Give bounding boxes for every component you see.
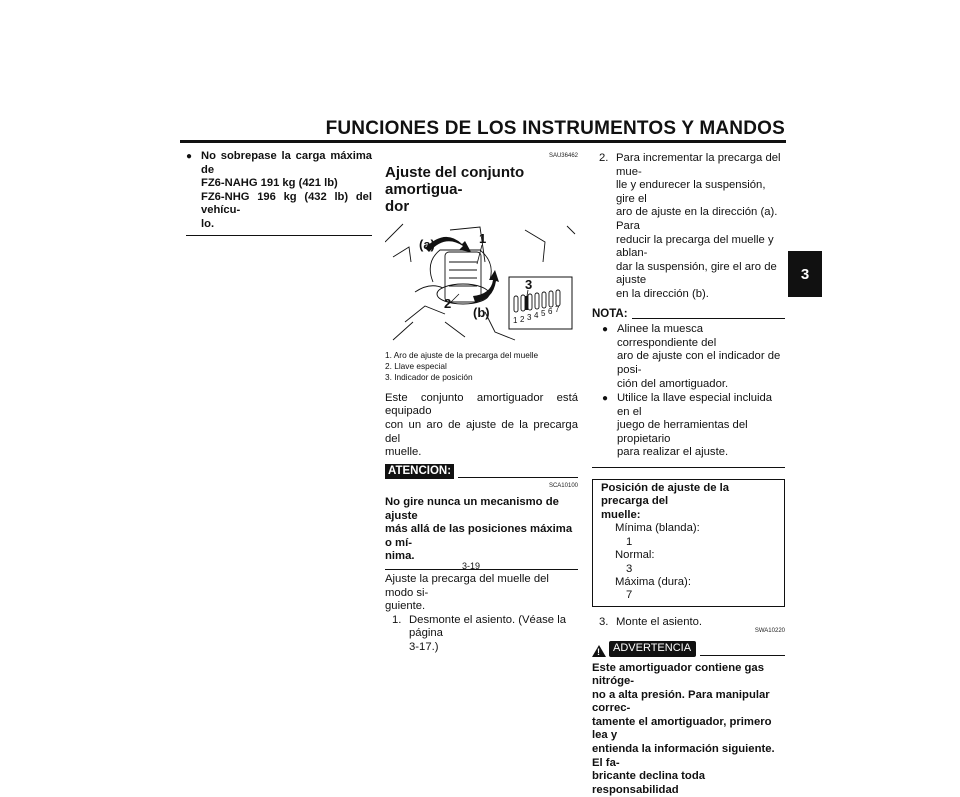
warning-header [592,641,785,657]
warning-bullet-line: ● No sobrepase la carga máxima de [201,150,372,177]
step-1 [392,614,578,655]
shock-absorber-drawing [385,222,578,346]
page-number: 3-19 [462,561,480,571]
page-title: FUNCIONES DE LOS INSTRUMENTOS Y MANDOS [180,118,785,140]
warning-line: bricante declina toda responsabilidad [592,770,785,797]
adjust-line: guiente. [385,600,578,614]
note-line: para realizar el ajuste. [617,446,785,460]
heading-line: Ajuste del conjunto amortigua- [385,164,578,198]
min-value: 1 [601,536,776,549]
step-line: 3-17.) [405,641,578,655]
warning-line: Este amortiguador contiene gas nitróge- [592,662,785,689]
normal-label: Normal: [601,549,776,562]
heading-line: dor [385,198,578,215]
divider [592,467,785,468]
preload-settings-table [592,479,785,607]
scale-mark: 4 [534,311,539,320]
step-number: 2. [599,152,608,166]
warning-rule [700,655,785,656]
figure-legend [385,350,578,384]
note-line: ● Alinee la muesca correspondiente del [617,323,785,350]
divider [186,235,372,236]
min-label: Mínima (blanda): [601,522,776,535]
caution-header [385,464,578,480]
left-column [186,150,372,236]
note-bullet [602,392,785,460]
intro-line: con un aro de ajuste de la precarga del [385,419,578,446]
max-value: 7 [601,589,776,602]
warning-label: ADVERTENCIA [609,641,696,657]
step-number: 3. [599,616,608,630]
warning-symbol: ! [597,646,600,660]
warning-bullet-line: FZ6-NHG 196 kg (432 lb) del vehícu- [201,191,372,218]
caution-rule [458,477,578,478]
scale-mark: 5 [541,309,546,318]
warning-triangle-icon [592,645,606,657]
step-3 [599,616,785,630]
legend-item: 2. Llave especial [385,361,578,372]
caution-code: SCA10100 [385,480,578,494]
note-bullet [602,323,785,391]
caution-label: ATENCION: [385,464,454,480]
warning-line: tamente el amortiguador, primero lea y [592,716,785,743]
step-line: lle y endurecer la suspensión, gire el [612,179,785,206]
step-number: 1. [392,614,401,628]
note-line: juego de herramientas del propietario [617,419,785,446]
warning-bullet-line: FZ6-NAHG 191 kg (421 lb) [201,177,372,191]
step-line: en la dirección (b). [612,288,785,302]
caution-line: más allá de las posiciones máxima o mí- [385,523,578,550]
intro-line: Este conjunto amortiguador está equipado [385,392,578,419]
scale-mark: 2 [520,315,525,324]
warning-code: SWA10220 [592,625,785,639]
note-label: NOTA: [592,308,628,322]
legend-item: 1. Aro de ajuste de la precarga del muelle [385,350,578,361]
scale-mark: 3 [527,313,532,322]
shock-absorber-illustration [385,222,578,346]
section-code: SAU36462 [385,150,578,164]
note-header [592,308,785,322]
note-line: ● Utilice la llave especial incluida en el [617,392,785,419]
callout-3: 3 [525,277,532,292]
step-line: Monte el asiento. [612,616,785,630]
step-line: Para incrementar la precarga del mue- [612,152,785,179]
middle-column [385,150,578,655]
intro-paragraph [385,392,578,460]
warning-bullet-line: lo. [201,218,372,232]
warning-line: entienda la información siguiente. El fa- [592,743,785,770]
section-heading [385,164,578,215]
step-2 [599,152,785,302]
max-label: Máxima (dura): [601,576,776,589]
divider [385,569,578,570]
warning-line: no a alta presión. Para manipular correc- [592,689,785,716]
title-rule [180,140,786,143]
step-line: aro de ajuste en la dirección (a). Para [612,206,785,233]
step-line: dar la suspensión, gire el aro de ajuste [612,261,785,288]
callout-1: 1 [479,231,486,246]
callout-2: 2 [444,296,451,311]
warning-bullet [186,150,372,232]
section-tab: 3 [788,251,822,297]
step-line: Desmonte el asiento. (Véase la página [405,614,578,641]
caution-line: No gire nunca un mecanismo de ajuste [385,496,578,523]
scale-mark: 1 [513,316,518,325]
direction-label-b: (b) [473,305,490,320]
scale-mark: 6 [548,307,553,316]
note-line: aro de ajuste con el indicador de posi- [617,350,785,377]
adjust-line: Ajuste la precarga del muelle del modo si- [385,573,578,600]
note-rule [632,318,785,319]
adjust-intro [385,573,578,614]
warning-text [592,662,785,797]
caution-text [385,496,578,564]
right-column [592,152,785,797]
table-title-line: Posición de ajuste de la precarga del [601,482,776,509]
scale-mark: 7 [555,305,560,314]
direction-label-a: (a) [419,237,435,252]
table-title-line: muelle: [601,509,776,522]
step-line: reducir la precarga del muelle y ablan- [612,234,785,261]
legend-item: 3. Indicador de posición [385,372,578,383]
normal-value: 3 [601,563,776,576]
caution-line: nima. [385,550,578,564]
note-line: ción del amortiguador. [617,378,785,392]
intro-line: muelle. [385,446,578,460]
